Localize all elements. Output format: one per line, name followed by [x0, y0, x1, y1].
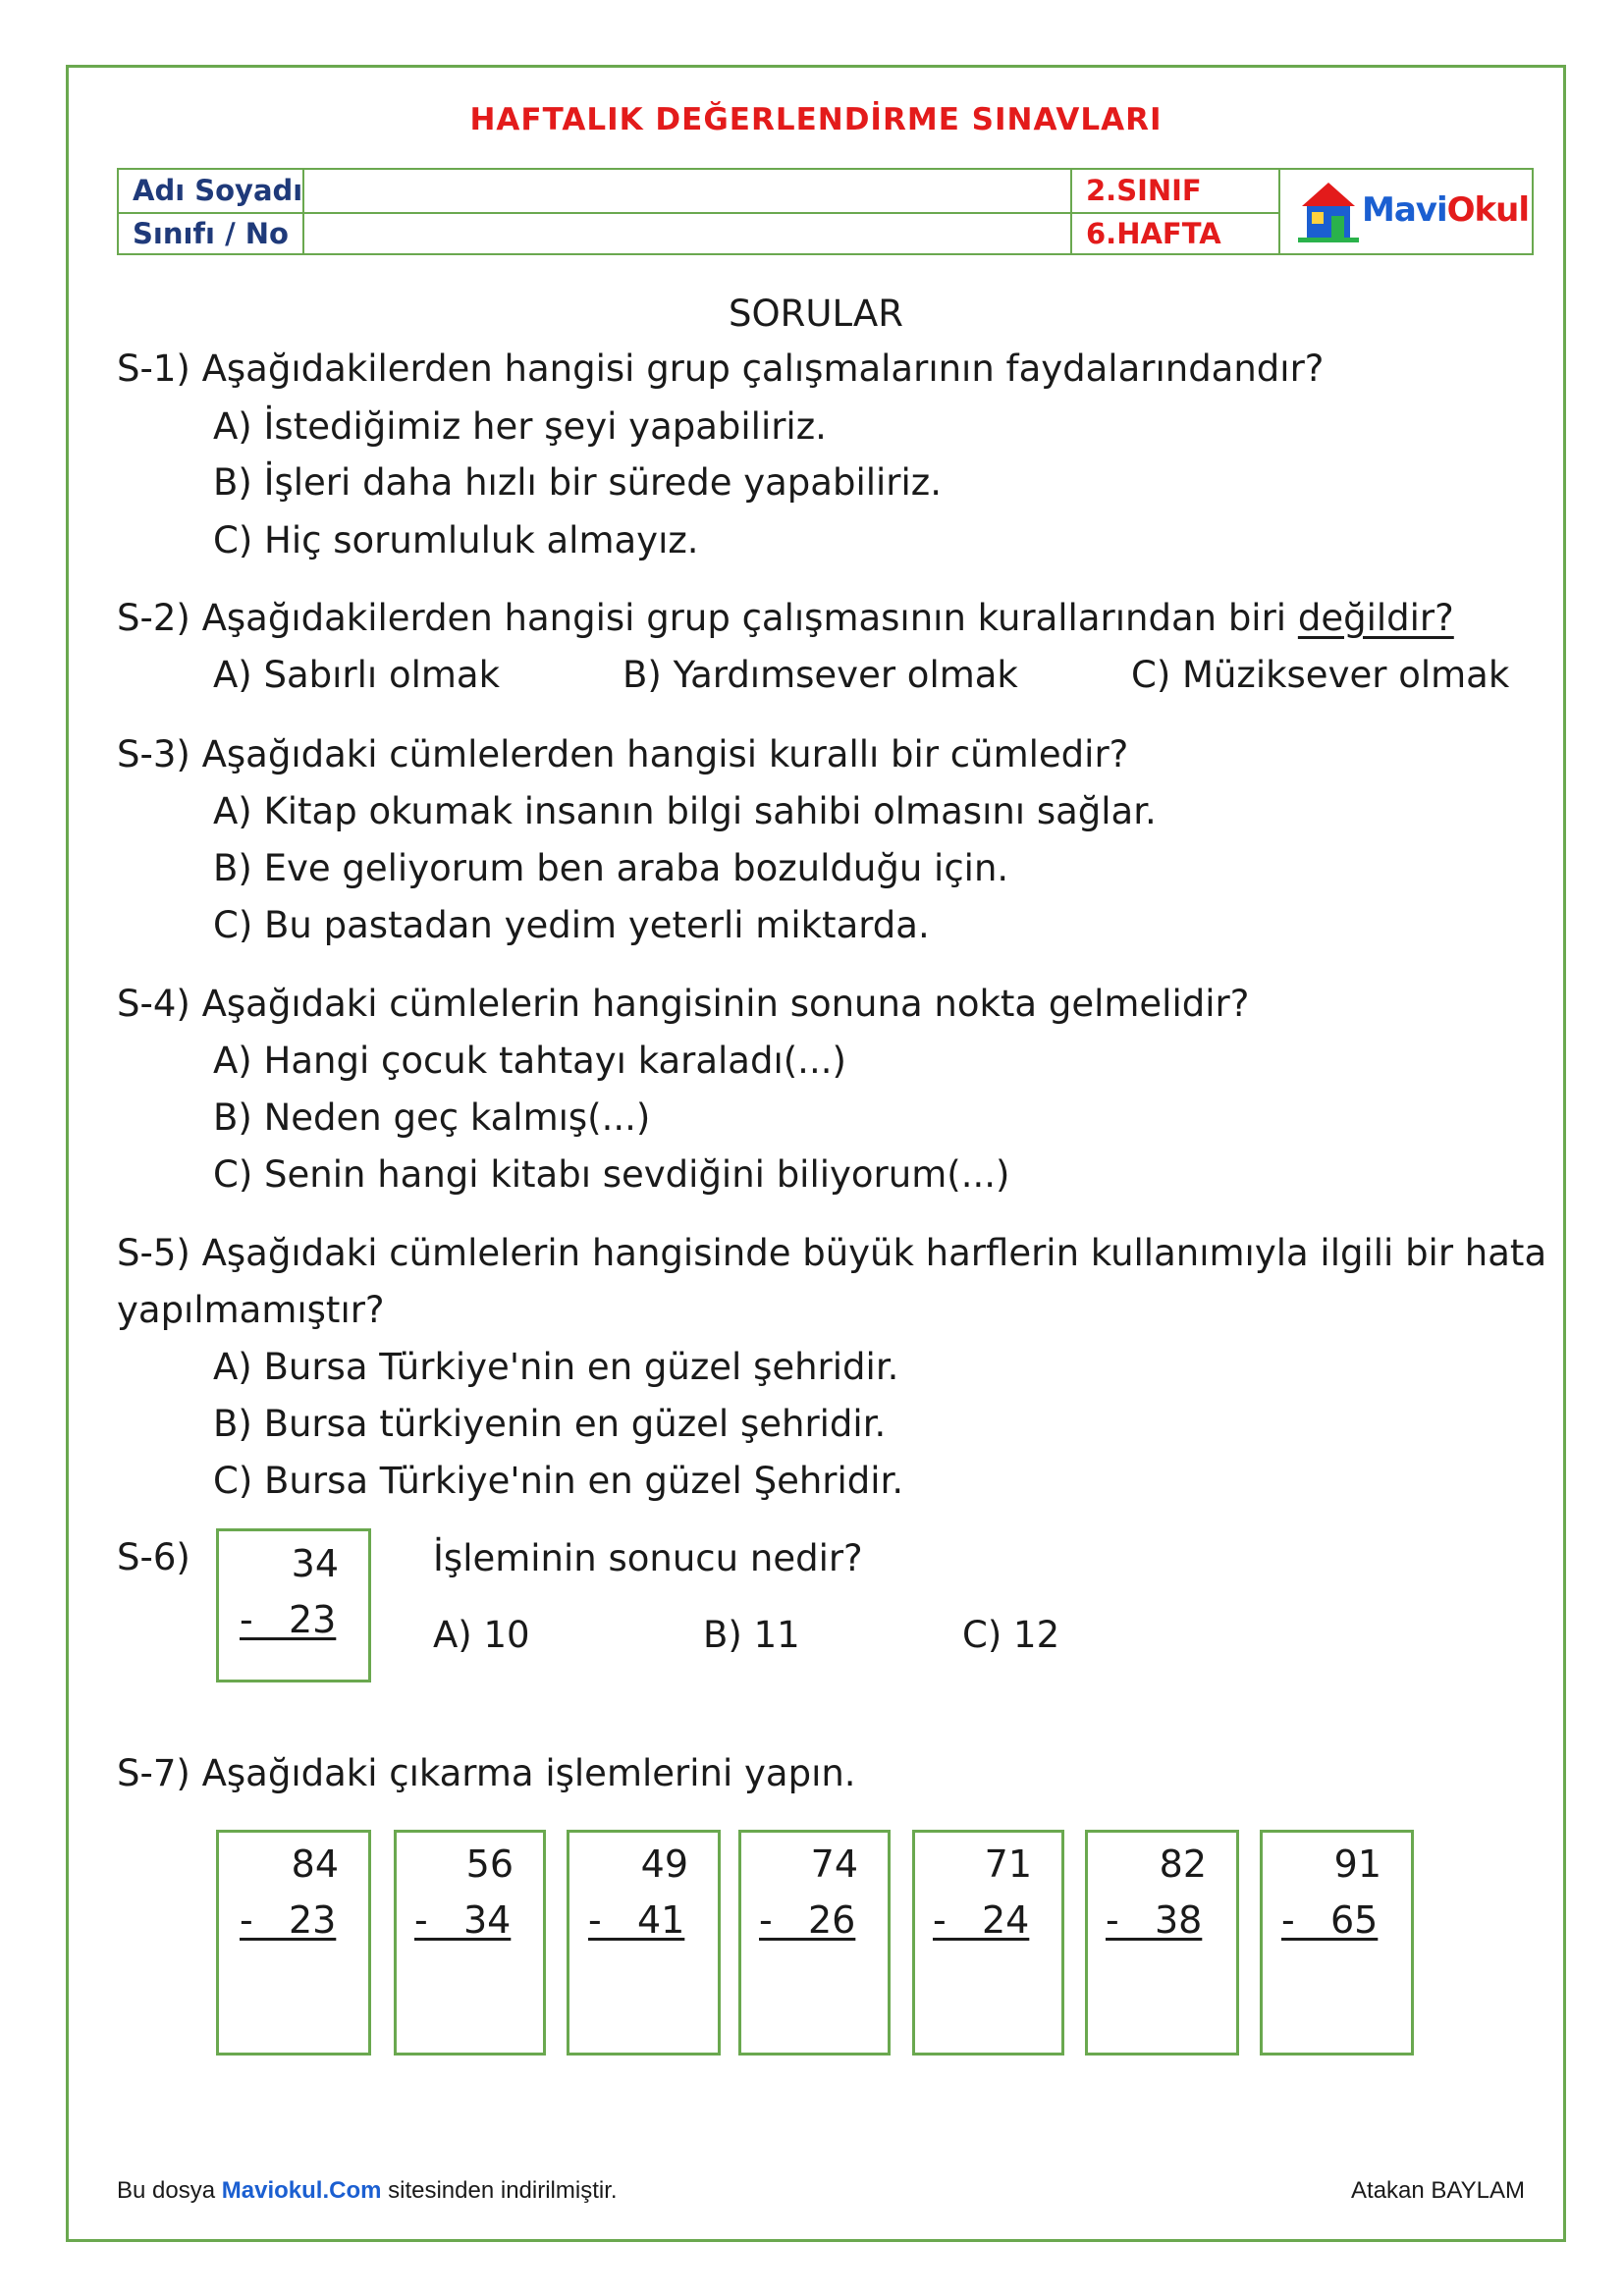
q1-option-c[interactable]: C) Hiç sorumluluk almayız. [213, 519, 699, 561]
logo-word-mavi: Mavi [1362, 190, 1447, 230]
q3-option-c[interactable]: C) Bu pastadan yedim yeterli miktarda. [213, 904, 930, 946]
q7-top-number: 82 [1159, 1842, 1207, 1886]
logo-text [1362, 190, 1529, 230]
class-field[interactable] [364, 213, 1067, 252]
page-title: HAFTALIK DEĞERLENDİRME SINAVLARI [469, 102, 1163, 137]
question-2-emphasis: değildir? [1297, 597, 1454, 639]
q1-option-b[interactable]: B) İşleri daha hızlı bir sürede yapabiliriz. [213, 461, 942, 504]
q6-top-number: 34 [291, 1542, 339, 1585]
question-6-label: S-6) [117, 1536, 190, 1578]
q7-top-number: 74 [810, 1842, 858, 1886]
q6-option-c[interactable]: C) 12 [962, 1614, 1060, 1656]
q6-bottom-number: - 23 [240, 1598, 337, 1641]
question-2 [117, 596, 1454, 641]
footer-source [117, 2177, 618, 2205]
week-label: 6.HAFTA [1086, 217, 1221, 250]
name-field[interactable] [364, 170, 1067, 209]
q6-option-a[interactable]: A) 10 [433, 1614, 530, 1656]
q5-option-c[interactable]: C) Bursa Türkiye'nin en güzel Şehridir. [213, 1460, 904, 1502]
footer-prefix: Bu dosya [117, 2177, 216, 2204]
q2-option-a[interactable]: A) Sabırlı olmak [213, 654, 501, 696]
question-5-line-2: yapılmamıştır? [117, 1289, 385, 1331]
q7-bottom-number: - 65 [1281, 1898, 1379, 1942]
q4-option-a[interactable]: A) Hangi çocuk tahtayı karaladı(...) [213, 1040, 846, 1082]
question-7: S-7) Aşağıdaki çıkarma işlemlerini yapın. [117, 1752, 856, 1794]
q4-option-b[interactable]: B) Neden geç kalmış(...) [213, 1096, 651, 1139]
house-icon [1296, 177, 1361, 245]
footer-suffix: sitesinden indirilmiştir. [388, 2177, 618, 2204]
question-6-text: İşleminin sonucu nedir? [433, 1537, 863, 1579]
section-title: SORULAR [729, 293, 903, 335]
question-3: S-3) Aşağıdaki cümlelerden hangisi kurallı bir cümledir? [117, 733, 1129, 775]
q7-bottom-number: - 41 [588, 1898, 685, 1942]
class-label: Sınıfı / No [133, 217, 289, 250]
footer-author: Atakan BAYLAM [1351, 2177, 1525, 2204]
grade-label: 2.SINIF [1086, 174, 1202, 207]
q7-top-number: 56 [465, 1842, 514, 1886]
q7-bottom-number: - 34 [414, 1898, 512, 1942]
q7-top-number: 71 [984, 1842, 1032, 1886]
q7-top-number: 91 [1333, 1842, 1381, 1886]
logo-word-okul: Okul [1446, 190, 1529, 230]
question-2-text: S-2) Aşağıdakilerden hangisi grup çalışmasının kurallarından biri [117, 597, 1287, 639]
q2-option-b[interactable]: B) Yardımsever olmak [623, 654, 1018, 696]
q6-option-b[interactable]: B) 11 [703, 1614, 800, 1656]
q7-bottom-number: - 24 [933, 1898, 1030, 1942]
name-label: Adı Soyadı [133, 174, 303, 207]
q7-bottom-number: - 23 [240, 1898, 337, 1942]
question-1: S-1) Aşağıdakilerden hangisi grup çalışmalarının faydalarındandır? [117, 347, 1325, 390]
q7-bottom-number: - 38 [1106, 1898, 1203, 1942]
q2-option-c[interactable]: C) Müziksever olmak [1131, 654, 1510, 696]
q3-option-a[interactable]: A) Kitap okumak insanın bilgi sahibi olmasını sağlar. [213, 790, 1157, 832]
q5-option-a[interactable]: A) Bursa Türkiye'nin en güzel şehridir. [213, 1346, 899, 1388]
q7-bottom-number: - 26 [759, 1898, 856, 1942]
q5-option-b[interactable]: B) Bursa türkiyenin en güzel şehridir. [213, 1403, 887, 1445]
q3-option-b[interactable]: B) Eve geliyorum ben araba bozulduğu için. [213, 847, 1009, 889]
footer-site-link[interactable]: Maviokul.Com [221, 2177, 382, 2204]
question-5-line-1: S-5) Aşağıdaki cümlelerin hangisinde büyük harflerin kullanımıyla ilgili bir hata [117, 1232, 1547, 1274]
q1-option-a[interactable]: A) İstediğimiz her şeyi yapabiliriz. [213, 405, 827, 448]
q4-option-c[interactable]: C) Senin hangi kitabı sevdiğini biliyorum(...) [213, 1153, 1010, 1196]
q7-top-number: 84 [291, 1842, 339, 1886]
mavi-okul-logo [1296, 173, 1529, 251]
question-4: S-4) Aşağıdaki cümlelerin hangisinin sonuna nokta gelmelidir? [117, 983, 1250, 1025]
q7-top-number: 49 [640, 1842, 688, 1886]
